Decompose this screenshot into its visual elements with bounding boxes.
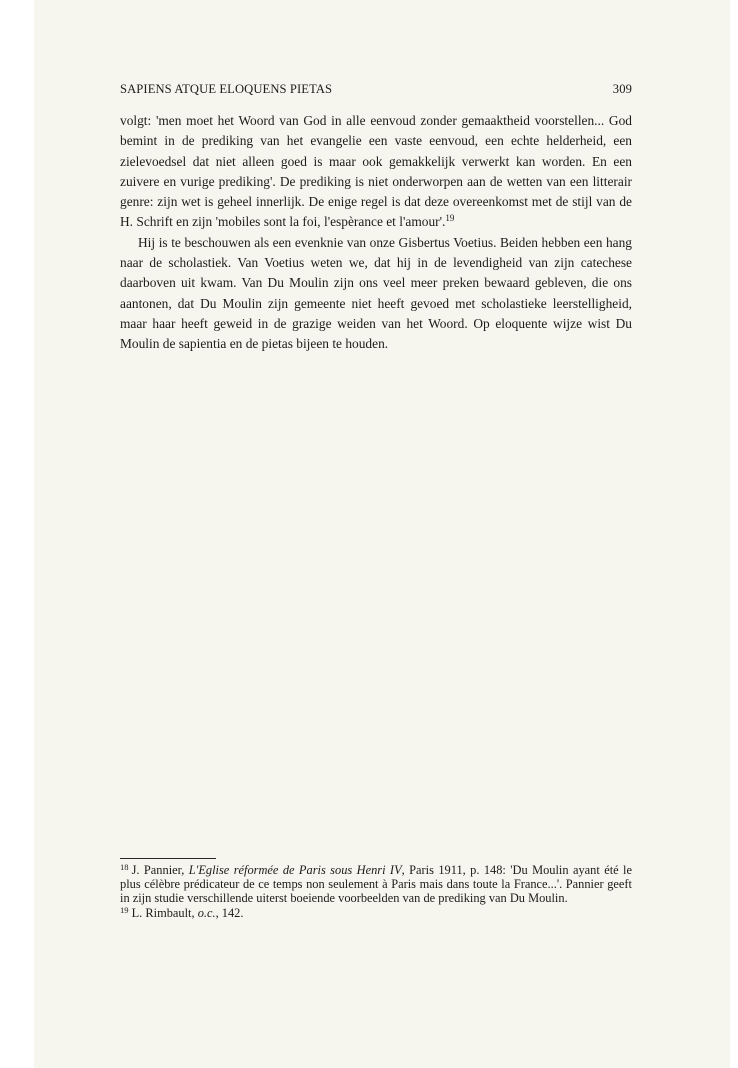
- footnote-text: J. Pannier,: [131, 863, 189, 877]
- footnotes: [120, 863, 632, 920]
- page-number: 309: [612, 82, 632, 96]
- book-page: [34, 0, 730, 1068]
- paragraph-1: [120, 111, 632, 233]
- footnote-text: , 142.: [215, 905, 244, 920]
- footnote-18: [120, 863, 632, 906]
- footnote-italic-title: L'Eglise réformée de Paris sous Henri IV: [188, 863, 402, 877]
- footnote-ref-19: 19: [445, 213, 455, 224]
- paragraph-1-text: volgt: 'men moet het Woord van God in alle eenvoud zonder gemaaktheid voorstellen... God bemint in de prediking van het evangelie een vaste eenvoud, een echte helderheid, een zielevoedsel dat niet alleen goed is maar ook gemakkelijk verwerkt kan worden. En een zuivere en vurige prediking'. De prediking is niet onderworpen aan de wetten van een litterair genre: zijn wet is geheel innerlijk. De enige regel is dat deze overeenkomst met de stijl van de H. Schrift en zijn 'mobiles sont la foi, l'espèrance et l'amour'.: [120, 113, 632, 230]
- footnote-number: 18: [120, 862, 129, 872]
- footnote-number: 19: [120, 904, 129, 915]
- footnote-italic-ref: o.c.: [197, 905, 216, 920]
- footnote-text: L. Rimbault,: [131, 905, 198, 920]
- paragraph-2: Hij is te beschouwen als een evenknie van onze Gisbertus Voetius. Beiden hebben een hang naar de scholastiek. Van Voetius weten we, dat hij in de levendigheid van zijn catechese daarboven uit kwam. Van Du Moulin zijn ons veel meer preken bewaard gebleven, die ons aantonen, dat Du Moulin zijn gemeente niet heeft gevoed met scholastieke leerstelligheid, maar haar heeft geweid in de grazige weiden van het Woord. Op eloquente wijze wist Du Moulin de sapientia en de pietas bijeen te houden.: [120, 234, 632, 352]
- body-text: [120, 111, 632, 355]
- footnote-divider: [120, 858, 216, 859]
- running-title: SAPIENS ATQUE ELOQUENS PIETAS: [120, 82, 333, 96]
- footnote-text: , Paris 1911, p. 148: 'Du Moulin ayant été le plus célèbre prédicateur de ce temps non seulement à Paris mais dans toute la France...'. Pannier geeft in zijn studie verschillende uiterst boeiende voorbeelden van de prediking van Du Moulin.: [120, 863, 632, 906]
- footnote-19: [120, 906, 632, 920]
